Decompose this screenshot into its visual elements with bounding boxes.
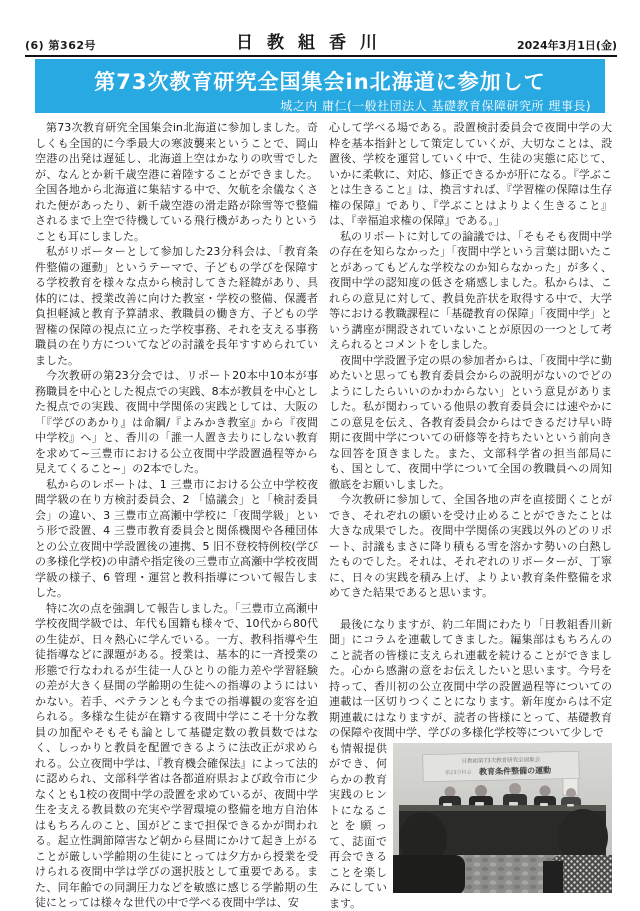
article-title: 第73次教育研究全国集会in北海道に参加して: [35, 59, 605, 96]
issue-date: 2024年3月1日(金): [517, 37, 617, 53]
paragraph: 特に次の点を強調して報告しました。「三豊市立高瀬中学校夜間学級では、年代も国籍も様々で、10代から80代の生徒が、日々熱心に学んでいる。一方、教科指導や生徒指導などに課題がある。授業は、基本的に一斉授業の形態で行なわれるが生徒一人ひとりの能力差や学習経験の差が大きく昼間の学齢期の生徒への指導のようにはいかない。若手、ベテランとも今までの指導観の変容を迫られる。多様な生徒が在籍する夜間中学にこそ十分な教員の加配やそもそも論として基礎定数の教員数ではなく、しっかりと教員を配置できるように法改正が求められる。公立夜間中学は、『教育機会確保法』によって法的に認められ、文部科学省は各都道府県および政令市に少なくとも1校の夜間中学の設置を求めているが、夜間中学生を支える教員数の充実や学習環境の整備を地方自治体はもちろんのこと、国がどこまで担保できるかが問われる。起立性調節障害など朝から昼間にかけて起き上がることが厳しい学齢期の生徒にとっては夕方から授業を受けられる夜間中学は学びの選択肢として重要である。また、同年齢での同調圧力などを敏感に感じる学齢期の生徒にとっては様々な世代の中で学べる夜間中学は、安: [35, 601, 318, 911]
paragraph: 夜間中学設置予定の県の参加者からは、「夜間中学に勤めたいと思っても教育委員会からの説明がないのでどのようにしたらいいのかわからない」という意見がありました。私が関わっている他県の教育委員会には速やかにこの意見を伝え、各教育委員会からはできるだけ早い時期に夜間中学についての研修等を持ちたいという前向きな回答を頂きました。また、文部科学省の担当部局にも、国として、夜間中学について全国の教職員への周知徹底をお願いしました。: [329, 353, 612, 493]
left-column: [35, 120, 318, 911]
masthead-title: 日教組香川: [222, 28, 391, 53]
page-header: [25, 28, 617, 57]
paragraph: 私からのレポートは、1 三豊市における公立中学校夜間学級の在り方検討委員会、2 「協議会」と「検討委員会」の違い、3 三豊市立高瀬中学校に「夜間学級」という形で設置、4 三豊市教育委員会と関係機関や各種団体との公立夜間中学設置後の連携、5 旧不登校特例校(学びの多様化学校)の申請や指定後の三豊市立高瀬中学校夜間学級の様子、6 管理・運営と教科指導について報告しました。: [35, 477, 318, 601]
photo-session-banner: [423, 751, 580, 781]
paragraph: 今次教研の第23分会では、リポート20本中10本が事務職員を中心とした視点での実践、8本が教員を中心とした視点での実践、夜間中学関係の実践としては、大阪の「『学びのあかり』は命綱/『よみかき教室』から『夜間中学校』へ」と、香川の「誰一人置き去りにしない教育を求めて~三豊市における公立夜間中学設置過程等から見えてくること~」の2本でした。: [35, 368, 318, 477]
issue-number: (6) 第362号: [25, 37, 96, 53]
photo-banner-session: 第23分科会: [445, 768, 472, 776]
closing-wrap-block: [329, 741, 612, 911]
paragraph-continuation: 心して学べる場である。設置検討委員会で夜間中学の大枠を基本指針として策定していくが、大切なことは、設置後、学校を運営していく中で、生徒の実態に応じて、いかに柔軟に、対応、修正できるかが肝になる。『学ぶことは生きること』は、換言すれば、『学習権の保障は生存権の保障』であり、『学ぶことはよりよく生きること』は、『幸福追求権の保障』である。」: [329, 120, 612, 229]
photo-banner-line1: 日教組第73次教育研究全国集会: [462, 755, 541, 765]
closing-wrap-text: も情報提供ができ、何らかの教育実践のヒントになることを願って、誌面で再会できることを楽しみにしています。: [329, 742, 387, 910]
title-banner: [35, 59, 605, 113]
article-body: [35, 120, 612, 911]
paragraph: 私がリポーターとして参加した23分科会は、「教育条件整備の運動」というテーマで、子どもの学びを保障する学校教育を様々な点から検討してきた経緯があり、具体的には、授業改善に向けた教室・学校の整備、保護者負担軽減と教育予算請求、教職員の働き方、子どもの学習権の保障の視点に立った学校事務、それを支える事務職員の在り方についてなどの討議を長年すすめられていました。: [35, 244, 318, 368]
paragraph: 私のリポートに対しての論議では、「そもそも夜間中学の存在を知らなかった」「夜間中学という言葉は聞いたことがあってもどんな学校なのか知らなかった」が多く、夜間中学の認知度の低さを痛感しました。私からは、これらの意見に対して、教員免許状を取得する中で、大学等における教職課程に「基礎教育の保障」「夜間中学」という講座が開設されていないことが原因の一つとして考えられるとコメントをしました。: [329, 229, 612, 353]
right-column: [329, 120, 612, 911]
article-byline: 城之内 庸仁(一般社団法人 基礎教育保障研究所 理事長): [35, 97, 605, 114]
photo-banner-line2: 教育条件整備の運動: [478, 764, 551, 776]
paragraph: 今次教研に参加して、全国各地の声を直接聞くことができ、それぞれの願いを受け止めることができたことは大きな成果でした。夜間中学関係の実践以外のどのリポート、討議もまさに降り積もる雪を溶かす勢いの白熱したものでした。それは、それぞれのリポーターが、丁寧に、日々の実践を積み上げ、よりよい教育条件整備を求めてきた結果であると思います。: [329, 492, 612, 601]
conference-photo: [393, 743, 612, 893]
paragraph: 第73次教育研究全国集会in北海道に参加しました。奇しくも全国的に今季最大の寒波襲来ということで、岡山空港の出発は遅延し、北海道上空はかなりの吹雪でしたが、なんとか新千歳空港に着陸することができました。全国各地から北海道に集結する中で、欠航を余儀なくされた便があったり、新千歳空港の滑走路が除雪等で整備されるまで上空で待機している飛行機があったりということも耳にしました。: [35, 120, 318, 244]
closing-paragraph: 最後になりますが、約二年間にわたり「日教組香川新聞」にコラムを連載してきました。編集部はもちろんのこと読者の皆様に支えられ連載を続けることができました。心から感謝の意をお伝えしたいと思います。今号を持って、香川初の公立夜間中学の設置過程等についての連載は一区切りつくことになります。新年度からは不定期連載にはなりますが、読者の皆様にとって、基礎教育の保障や夜間中学、学びの多様化学校等について少しで: [329, 617, 612, 741]
